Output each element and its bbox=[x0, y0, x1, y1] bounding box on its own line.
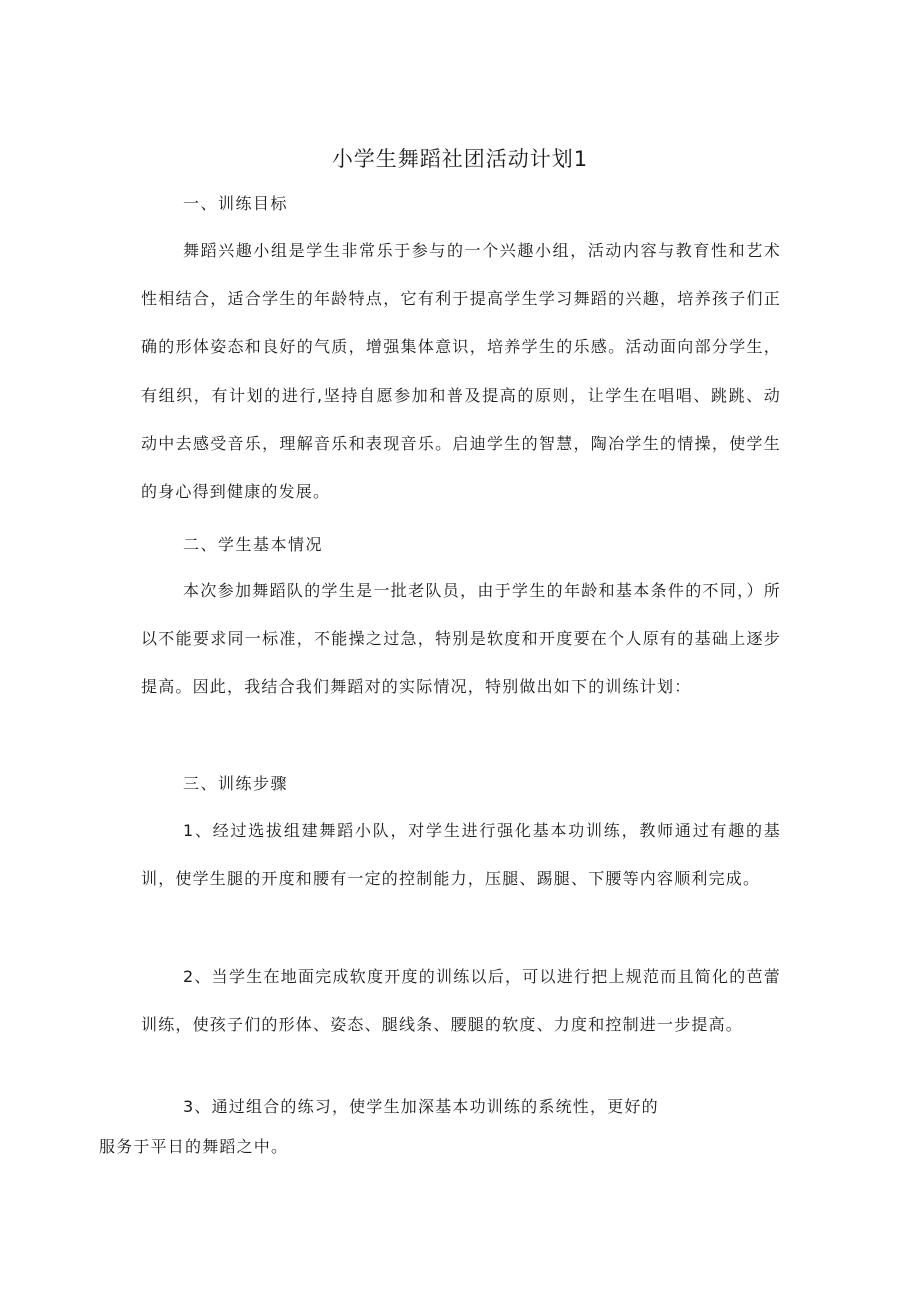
section-heading-training-goals: 一、训练目标 bbox=[183, 194, 289, 213]
paragraph-step-3-line-1: 3、通过组合的练习，使学生加深基本功训练的系统性，更好的 bbox=[183, 1097, 659, 1116]
document-title: 小学生舞蹈社团活动计划1 bbox=[331, 147, 589, 171]
paragraph-step-1: 1、经过选拔组建舞蹈小队，对学生进行强化基本功训练，教师通过有趣的基训，使学生腿的开度和腰有一定的控制能力，压腿、踢腿、下腰等内容顺利完成。 bbox=[141, 821, 781, 889]
paragraph-step-2: 2、当学生在地面完成软度开度的训练以后，可以进行把上规范而且简化的芭蕾训练，使孩子们的形体、姿态、腿线条、腰腿的软度、力度和控制进一步提高。 bbox=[141, 967, 781, 1035]
paragraph-student-situation: 本次参加舞蹈队的学生是一批老队员，由于学生的年龄和基本条件的不同，）所以不能要求同一标准，不能操之过急，特别是软度和开度要在个人原有的基础上逐步提高。因此，我结合我们舞蹈对的实际情况，特别做出如下的训练计划： bbox=[141, 581, 781, 697]
section-heading-student-situation: 二、学生基本情况 bbox=[183, 535, 324, 554]
section-heading-training-steps: 三、训练步骤 bbox=[183, 774, 289, 793]
paragraph-step-3-line-2: 服务于平日的舞蹈之中。 bbox=[99, 1137, 289, 1156]
paragraph-training-goals: 舞蹈兴趣小组是学生非常乐于参与的一个兴趣小组，活动内容与教育性和艺术性相结合，适合学生的年龄特点，它有利于提高学生学习舞蹈的兴趣，培养孩子们正确的形体姿态和良好的气质，增强集体意识，培养学生的乐感。活动面向部分学生，有组织，有计划的进行,坚持自愿参加和普及提高的原则，让学生在唱唱、跳跳、动动中去感受音乐，理解音乐和表现音乐。启迪学生的智慧，陶冶学生的情操，使学生的身心得到健康的发展。 bbox=[141, 241, 781, 502]
paragraph-step-3 bbox=[99, 1087, 781, 1167]
